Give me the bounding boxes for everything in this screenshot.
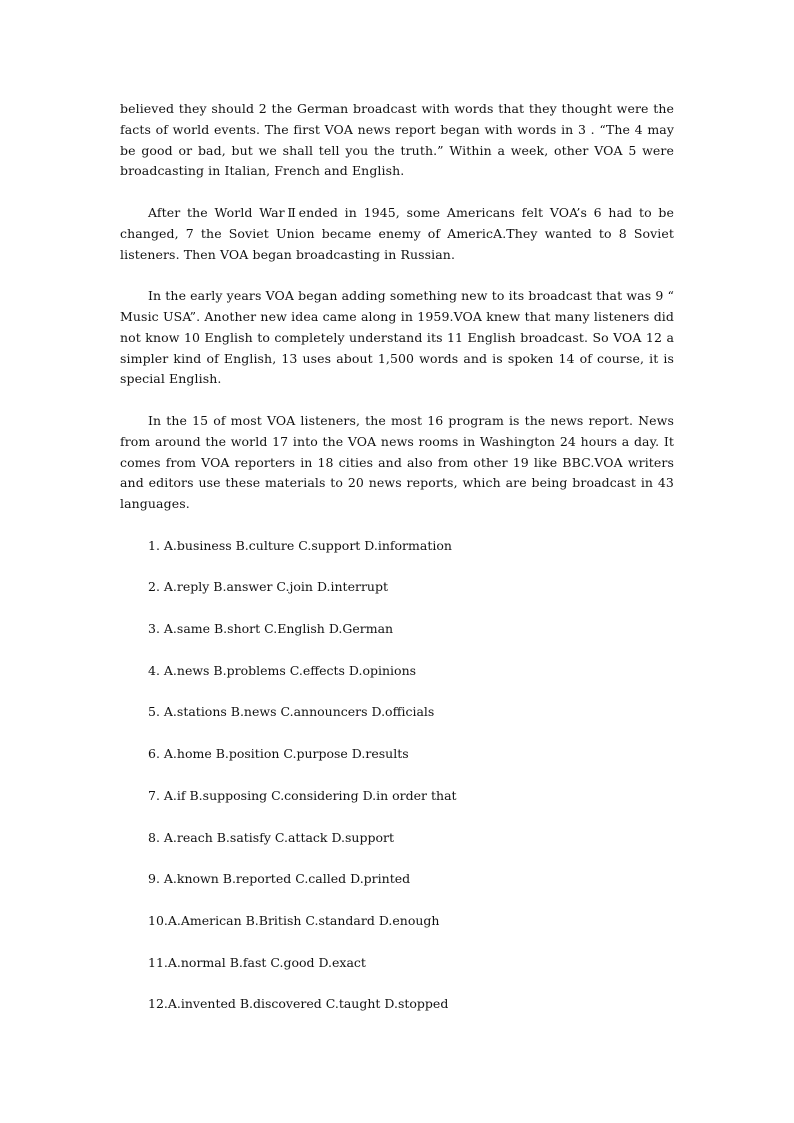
question-7: 7. A.if B.supposing C.considering D.in order that xyxy=(148,787,457,803)
question-4: 4. A.news B.problems C.effects D.opinions xyxy=(148,662,417,678)
question-12: 12.A.invented B.discovered C.taught D.stopped xyxy=(148,996,449,1012)
passage-paragraph-1: believed they should 2 the German broadcast with words that they thought were the facts of world events. The first VOA news report began with words in 3 . “The 4 may be good or bad, but we shall tell you the truth.” Within a week, other VOA 5 were broadcasting in Italian, French and English. xyxy=(120,101,674,179)
question-1: 1. A.business B.culture C.support D.information xyxy=(148,537,452,553)
question-11: 11.A.normal B.fast C.good D.exact xyxy=(148,954,366,970)
question-2: 2. A.reply B.answer C.join D.interrupt xyxy=(148,579,388,595)
passage-paragraph-3: In the early years VOA began adding something new to its broadcast that was 9 “ Music USA”. Another new idea came along in 1959.VOA knew that many listeners did not know 10 English to completely understand its 11 English broadcast. So VOA 12 a simpler kind of English, 13 uses about 1,500 words and is spoken 14 of course, it is special English. xyxy=(120,288,674,387)
question-list xyxy=(120,536,674,1015)
question-10: 10.A.American B.British C.standard D.enough xyxy=(148,912,440,928)
passage-paragraph-4: In the 15 of most VOA listeners, the most 16 program is the news report. News from around the world 17 into the VOA news rooms in Washington 24 hours a day. It comes from VOA reporters in 18 cities and also from other 19 like BBC.VOA writers and editors use these materials to 20 news reports, which are being broadcast in 43 languages. xyxy=(120,412,674,512)
passage-paragraph-2: After the World WarⅡended in 1945, some Americans felt VOA’s 6 had to be changed, 7 the Soviet Union became enemy of AmericA.They wanted to 8 Soviet listeners. Then VOA began broadcasting in Russian. xyxy=(120,204,674,262)
question-3: 3. A.same B.short C.English D.German xyxy=(148,621,394,637)
question-9: 9. A.known B.reported C.called D.printed xyxy=(148,871,411,887)
document-page xyxy=(120,99,674,1036)
question-8: 8. A.reach B.satisfy C.attack D.support xyxy=(148,829,395,845)
question-6: 6. A.home B.position C.purpose D.results xyxy=(148,746,409,762)
question-5: 5. A.stations B.news C.announcers D.officials xyxy=(148,704,435,720)
